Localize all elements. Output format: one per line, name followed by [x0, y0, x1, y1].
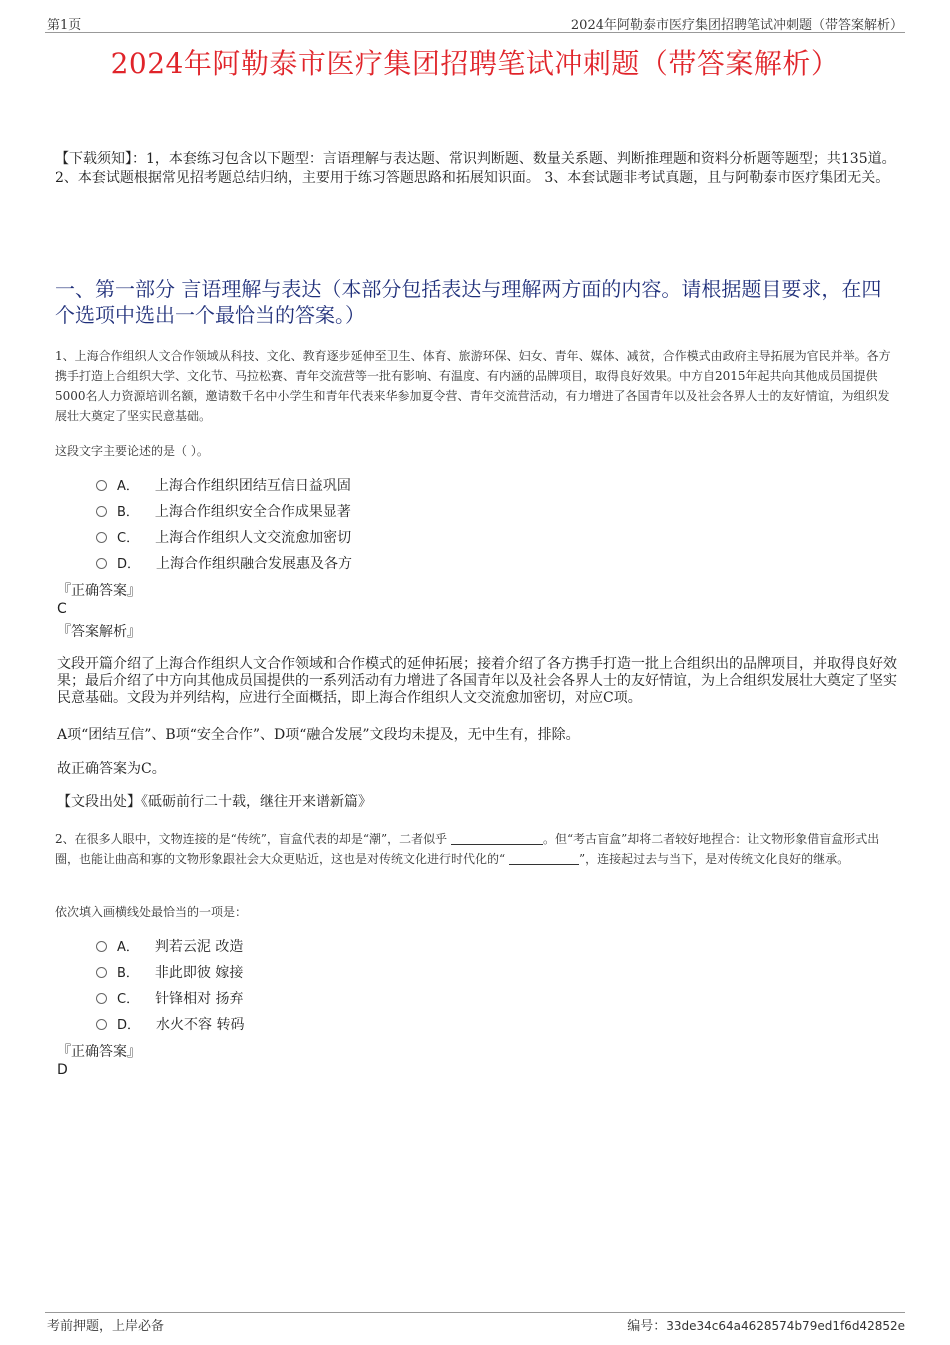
radio-icon[interactable] [96, 558, 107, 569]
fill-blank-2 [509, 852, 579, 865]
option-letter: B． [117, 505, 139, 520]
question-2-text [55, 829, 900, 869]
footer-code-label: 编号： [627, 1319, 667, 1334]
option-letter: A． [117, 940, 139, 955]
q2-answer-value: D [57, 1062, 68, 1078]
page-number: 第1页 [47, 18, 82, 33]
footer-slogan: 考前押题，上岸必备 [47, 1319, 165, 1334]
section-heading: 一、第一部分 言语理解与表达（本部分包括表达与理解两方面的内容。请根据题目要求，在四个选项中选出一个最恰当的答案。） [55, 277, 882, 327]
option-text: 上海合作组织团结互信日益巩固 [154, 478, 351, 494]
q2-option-a[interactable] [96, 937, 243, 958]
question-1-text: 1、上海合作组织人文合作领域从科技、文化、教育逐步延伸至卫生、体育、旅游环保、妇女、青年、媒体、减贫，合作模式由政府主导拓展为官民并举。各方携手打造上合组织大学、文化节、马拉松赛、青年交流营等一批有影响、有温度、有内涵的品牌项目，取得良好效果。中方自2015年起共向其他成员国提供5000名人力资源培训名额，邀请数千名中小学生和青年代表来华参加夏令营、青年交流营活动，有力增进了各国青年以及社会各界人士的友好情谊，为组织发展壮大奠定了坚实民意基础。 [55, 349, 891, 423]
q1-analysis-paragraph: 文段开篇介绍了上海合作组织人文合作领域和合作模式的延伸拓展；接着介绍了各方携手打造一批上合组织出的品牌项目，并取得良好效果；最后介绍了中方向其他成员国提供的一系列活动有力增进了各国青年以及社会各界人士的友好情谊，为上合组织发展壮大奠定了坚实民意基础。文段为并列结构，应进行全面概括，即上海合作组织人文交流愈加密切，对应C项。 [57, 656, 897, 706]
q1-option-d[interactable] [96, 554, 352, 575]
footer-code-value: 33de34c64a4628574b79ed1f6d42852e [666, 1319, 905, 1333]
option-letter: C． [117, 531, 140, 546]
option-text: 上海合作组织人文交流愈加密切 [155, 530, 352, 546]
option-letter: C． [117, 992, 140, 1007]
option-letter: D． [117, 557, 141, 572]
radio-icon[interactable] [96, 1019, 107, 1030]
radio-icon[interactable] [96, 941, 107, 952]
q2-option-b[interactable] [96, 963, 243, 984]
fill-blank-1 [451, 832, 543, 845]
radio-icon[interactable] [96, 506, 107, 517]
option-text: 水火不容 转码 [156, 1017, 245, 1033]
option-letter: D． [117, 1018, 141, 1033]
q2-text-part-1: 2、在很多人眼中，文物连接的是“传统”，盲盒代表的却是“潮”，二者似乎 [55, 832, 448, 846]
radio-icon[interactable] [96, 532, 107, 543]
page-title: 2024年阿勒泰市医疗集团招聘笔试冲刺题（带答案解析） [110, 47, 840, 80]
q1-answer-value: C [57, 601, 67, 617]
option-text: 判若云泥 改造 [154, 939, 244, 955]
download-notice: 【下载须知】：1，本套练习包含以下题型：言语理解与表达题、常识判断题、数量关系题、判断推理题和资料分析题等题型；共135道。 2、本套试题根据常见招考题总结归纳，主要用于练习答题思路和拓展知识面。 3、本套试题非考试真题，且与阿勒泰市医疗集团无关。 [55, 151, 896, 186]
q1-source: 【文段出处】《砥砺前行二十载，继往开来谱新篇》 [57, 794, 372, 810]
question-1-prompt: 这段文字主要论述的是（ ）。 [55, 444, 209, 458]
q1-option-b[interactable] [96, 502, 351, 523]
option-text: 上海合作组织安全合作成果显著 [154, 504, 351, 520]
question-2-prompt: 依次填入画横线处最恰当的一项是： [55, 905, 248, 919]
q2-text-part-2: 。但“考古盲盒”却将二者较好地捏合：让文物形象借盲盒形式出圈，也能让曲高和寡的文物形象跟社会大众更贴近，这也是对传统文化进行时代化的“ [55, 832, 880, 866]
q1-analysis-elimination: A项“团结互信”、B项“安全合作”、D项“融合发展”文段均未提及，无中生有，排除。 [57, 727, 580, 743]
radio-icon[interactable] [96, 993, 107, 1004]
q1-option-c[interactable] [96, 528, 351, 549]
header-divider [45, 32, 905, 33]
footer-divider [45, 1312, 905, 1313]
option-letter: A． [117, 479, 139, 494]
radio-icon[interactable] [96, 967, 107, 978]
q2-answer-label: 『正确答案』 [57, 1044, 141, 1060]
option-text: 非此即彼 嫁接 [154, 965, 244, 981]
radio-icon[interactable] [96, 480, 107, 491]
option-text: 上海合作组织融合发展惠及各方 [156, 556, 353, 572]
q1-analysis-conclusion: 故正确答案为C。 [57, 761, 166, 777]
q1-option-a[interactable] [96, 476, 351, 497]
option-letter: B． [117, 966, 139, 981]
footer-code [627, 1315, 905, 1334]
q2-option-c[interactable] [96, 989, 244, 1010]
header-doc-title: 2024年阿勒泰市医疗集团招聘笔试冲刺题（带答案解析） [570, 18, 903, 33]
q2-text-part-3: ”，连接起过去与当下，是对传统文化良好的继承。 [578, 852, 850, 866]
q1-answer-label: 『正确答案』 [57, 583, 141, 599]
q2-option-d[interactable] [96, 1015, 244, 1036]
q1-analysis-label: 『答案解析』 [57, 624, 141, 640]
option-text: 针锋相对 扬弃 [155, 991, 244, 1007]
